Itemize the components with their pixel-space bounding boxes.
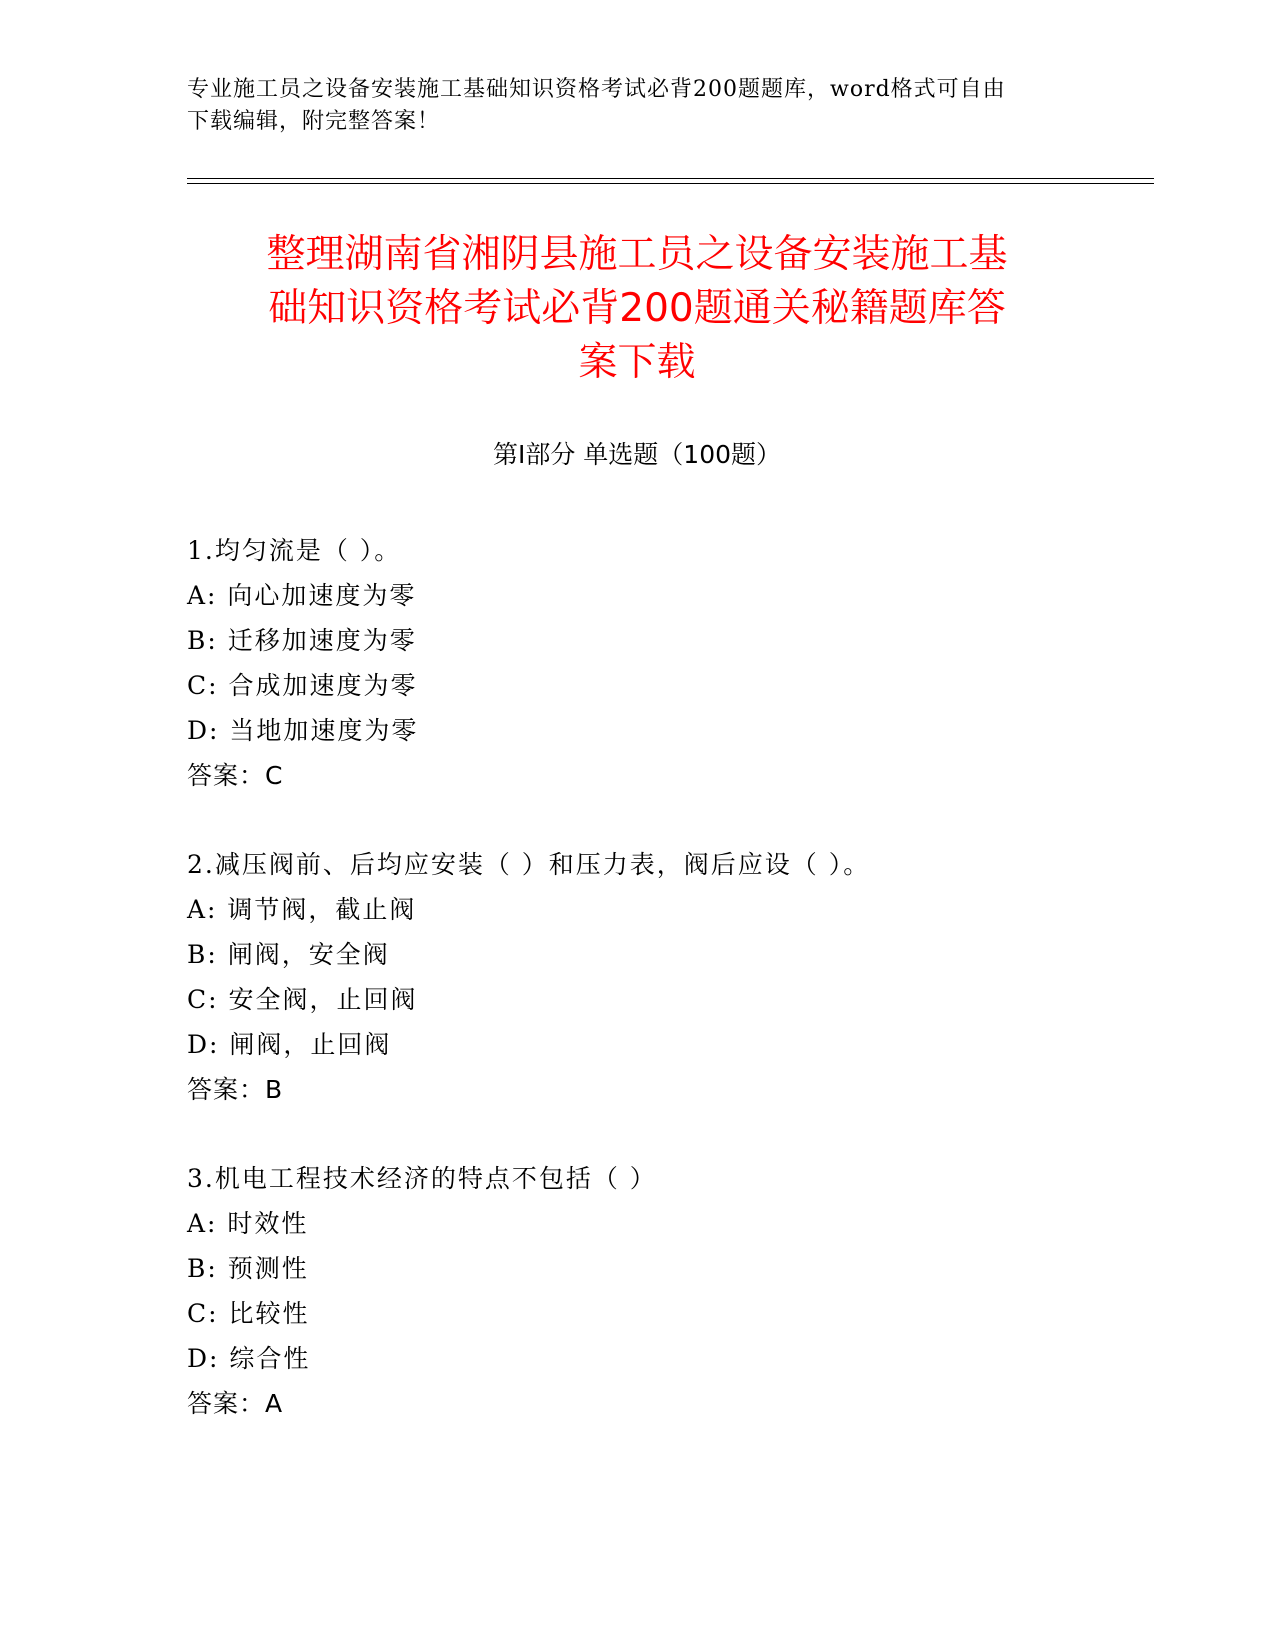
intro-line: 下载编辑，附完整答案！: [187, 109, 441, 134]
answer-text: 答案：B: [187, 1075, 284, 1104]
title-line: 案下载: [578, 340, 696, 385]
divider-line: [187, 183, 1154, 184]
option-a: A: 调节阀，截止阀: [187, 895, 417, 924]
option-d: D: 当地加速度为零: [187, 716, 419, 745]
question-stem: 1.均匀流是（ ）。: [187, 536, 402, 565]
document-intro: [187, 74, 1087, 138]
question-stem: 2.减压阀前、后均应安装（ ）和压力表，阀后应设（ ）。: [187, 850, 871, 879]
question-item: [187, 1156, 1137, 1426]
option-d: D: 闸阀，止回阀: [187, 1030, 392, 1059]
option-c: C: 安全阀，止回阀: [187, 985, 418, 1014]
question-item: [187, 842, 1137, 1112]
option-b: B: 闸阀，安全阀: [187, 940, 390, 969]
question-stem: 3.机电工程技术经济的特点不包括（ ）: [187, 1164, 657, 1193]
question-item: [187, 528, 1137, 798]
option-b: B: 迁移加速度为零: [187, 626, 417, 655]
option-a: A: 向心加速度为零: [187, 581, 417, 610]
option-a: A: 时效性: [187, 1209, 309, 1238]
option-c: C: 比较性: [187, 1299, 310, 1328]
question-list: [187, 528, 1137, 1470]
answer-text: 答案：C: [187, 761, 284, 790]
answer-text: 答案：A: [187, 1389, 284, 1418]
document-title: [187, 228, 1087, 390]
intro-line: 专业施工员之设备安装施工基础知识资格考试必背200题题库，word格式可自由: [187, 77, 1006, 102]
option-c: C: 合成加速度为零: [187, 671, 418, 700]
divider-line: [187, 178, 1154, 179]
title-line: 础知识资格考试必背200题通关秘籍题库答: [268, 286, 1006, 331]
option-d: D: 综合性: [187, 1344, 311, 1373]
section-title: 第Ⅰ部分 单选题（100题）: [492, 440, 782, 469]
option-b: B: 预测性: [187, 1254, 309, 1283]
title-line: 整理湖南省湘阴县施工员之设备安装施工基: [266, 232, 1008, 277]
